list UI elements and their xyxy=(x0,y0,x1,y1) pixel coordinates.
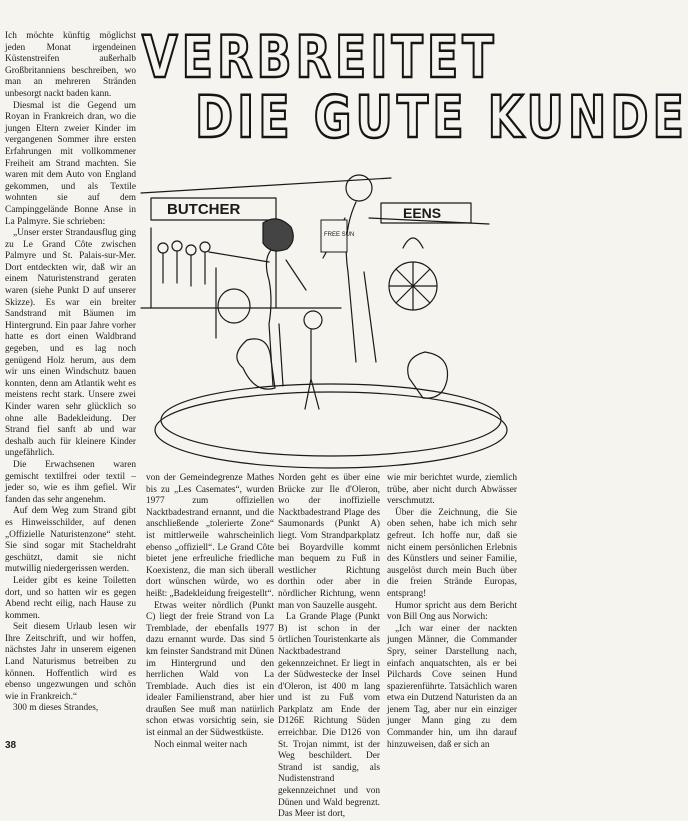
article-column-left xyxy=(5,31,136,715)
shop-sign-right-text: EENS xyxy=(403,205,442,221)
paragraph: Diesmal ist die Gegend um Royan in Frankreich dran, wo die jungen Eltern zweier Kinder im vergangenen Sommer ihre ersten Erfahrungen mit vollkommener Freiheit am Strand machten. Sie waren mit dem Auto von England gekommen, und als Textile wohnten sie auf dem Campinggelände Bonne Anse in La Palmyre. Sie schrieben: xyxy=(5,100,136,227)
child-figure xyxy=(304,311,322,409)
shopping-bag-right xyxy=(408,352,448,398)
bin-roller xyxy=(218,289,250,323)
paragraph: Die Erwachsenen waren gemischt textilfrei oder textil – jeder so, wie es ihm gefiel. Wir fanden das sehr angenehm. xyxy=(5,459,136,505)
article-column-bottom-2 xyxy=(146,473,274,751)
paragraph: La Grande Plage (Punkt B) ist schon in der örtlichen Touristenkarte als Nacktbadestrand gekennzeichnet. Er liegt in der Südwestecke der Insel d'Oleron, ist 400 m lang und ist zu Fuß vom Parkplatz am Ende der D126E Richtung Süden erreichbar. Die D126 von St. Trojan nimmt, ist der Weg beschildert. Der Strand ist sandig, als Nudistenstrand gekennzeichnet und von Dünen und Wald begrenzt. Das Meer ist dort, xyxy=(278,612,380,820)
paragraph: Norden geht es über eine Brücke zur Ile d'Oleron, wo der inoffizielle Nacktbadestrand Plage des Saumonards (Punkt A) liegt. Vom Strandparkplatz bei Boyardville kommt man bequem zu Fuß in westlicher Richtung dorthin oder aber in nördlicher Richtung, wenn man von Sauzelle ausgeht. xyxy=(278,473,380,611)
storefront-roofline xyxy=(141,178,391,193)
paragraph: wie mir berichtet wurde, ziemlich trübe, aber nicht durch Abwässer verschmutzt. xyxy=(387,473,517,507)
article-column-bottom-3 xyxy=(278,473,380,821)
crowd-in-window xyxy=(158,241,210,286)
paragraph: „Ich war einer der nackten jungen Männer, die Commander Spry, seiner Darstellung nach, einfach anquatschten, als er bei Pilchards Cove seinen Hund spazierenführte. Tatsächlich waren etwa ein Dutzend Naturisten da an jenem Tag, aber nur ein einziger junger Mann ging zu dem Commander hin, um ihn darauf hinzuweisen, daß er sich an xyxy=(387,623,517,750)
paragraph: von der Gemeindegrenze Mathes bis zu „Les Casemates“, wurden 1977 zum offiziellen Nacktbadestrand ernannt, und die anschließende „tolerierte Zone“ ist mittlerweile wahrscheinlich ebenso „offiziell“. Le Grand Côte bietet jene erfreuliche friedliche Koexistenz, die man sich überall dort wünschen würde, wo es heißt: „Badekleidung freigestellt“. xyxy=(146,473,274,599)
platform xyxy=(161,384,501,456)
net-bag-with-ball xyxy=(389,238,437,310)
paragraph: Über die Zeichnung, die Sie oben sehen, habe ich mich sehr gefreut. Ich hoffe nur, daß sie nicht einem persönlichen Erlebnis des Künstlers und seiner Familie, ausgelöst durch mein Buch über die freien Strände Europas, entsprang! xyxy=(387,507,517,599)
shopping-bag-left xyxy=(237,339,275,389)
paragraph: Auf dem Weg zum Strand gibt es Hinweisschilder, auf denen „Offizielle Naturistenzone“ steht. Sie sind sogar mit Stacheldraht geschützt, damit sie nicht mutwillig niedergerissen werden. xyxy=(5,506,136,575)
paragraph: Ich möchte künftig möglichst jeden Monat irgendeinen Küstenstreifen außerhalb Großbritanniens beschreiben, wo man an mehreren Stränden unbesorgt nackt baden kann. xyxy=(5,31,136,99)
paragraph: Humor spricht aus dem Bericht von Bill Ong aus Norwich: xyxy=(387,600,517,623)
headline-line-1: VERBREITET xyxy=(142,23,498,91)
paragraph: „Unser erster Strandausflug ging zu Le Grand Côte zwischen Palmyre und St. Palais-sur-Mer. Dort entdeckten wir, daß wir an einem Naturistenstrand geraten waren (siehe Punkt D auf unserer Skizze). Es war ein breiter Sandstrand mit Bäumen im Hintergrund. Ein paar Jahre vorher hatte es dort einen Waldbrand gegeben, und es lag noch genügend Holz herum, aus dem wir uns einen Windschutz bauen konnten, denn am Atlantik weht es meistens recht stark. Unsere zwei Kinder waren sehr glücklich so ohne alle Badekleidung. Der Strand fiel sanft ab und war deshalb auch für kleinere Kinder ungefährlich. xyxy=(5,228,136,459)
paragraph: 300 m dieses Strandes, xyxy=(13,703,99,714)
article-column-bottom-4 xyxy=(387,473,517,751)
paragraph: Noch einmal weiter nach xyxy=(154,739,248,750)
shop-sign-left-text: BUTCHER xyxy=(167,201,241,218)
page-number: 38 xyxy=(5,740,17,751)
newspaper-text: FREE SUN xyxy=(324,232,355,238)
woman-figure xyxy=(209,219,306,386)
paragraph: Leider gibt es keine Toiletten dort, und so hatten wir es gegen Abend recht eilig, nach Hause zu kommen. xyxy=(5,575,136,621)
paragraph: Etwas weiter nördlich (Punkt C) liegt der freie Strand von La Tremblade, der ebenfalls 1977 dazu ernannt wurde. Das sind 5 km feinster Sandstrand mit Dünen im Hintergrund und den herrlichen Wald von La Tremblade. Auch dies ist ein idealer Familienstrand, aber hier draußen See muß man natürlich schon etwas vorsichtig sein, sie ist einmal an der Südwestküste. xyxy=(146,600,274,739)
paragraph: Seit diesem Urlaub lesen wir Ihre Zeitschrift, und wir hoffen, nächstes Jahr in unserem eigenen Land Naturismus betreiben zu können. Hoffentlich wird es ebenso ungezwungen und schön wie in Frankreich.“ xyxy=(5,622,136,702)
cartoon-illustration xyxy=(141,148,519,468)
headline-line-2: DIE GUTE KUNDE xyxy=(195,83,688,151)
